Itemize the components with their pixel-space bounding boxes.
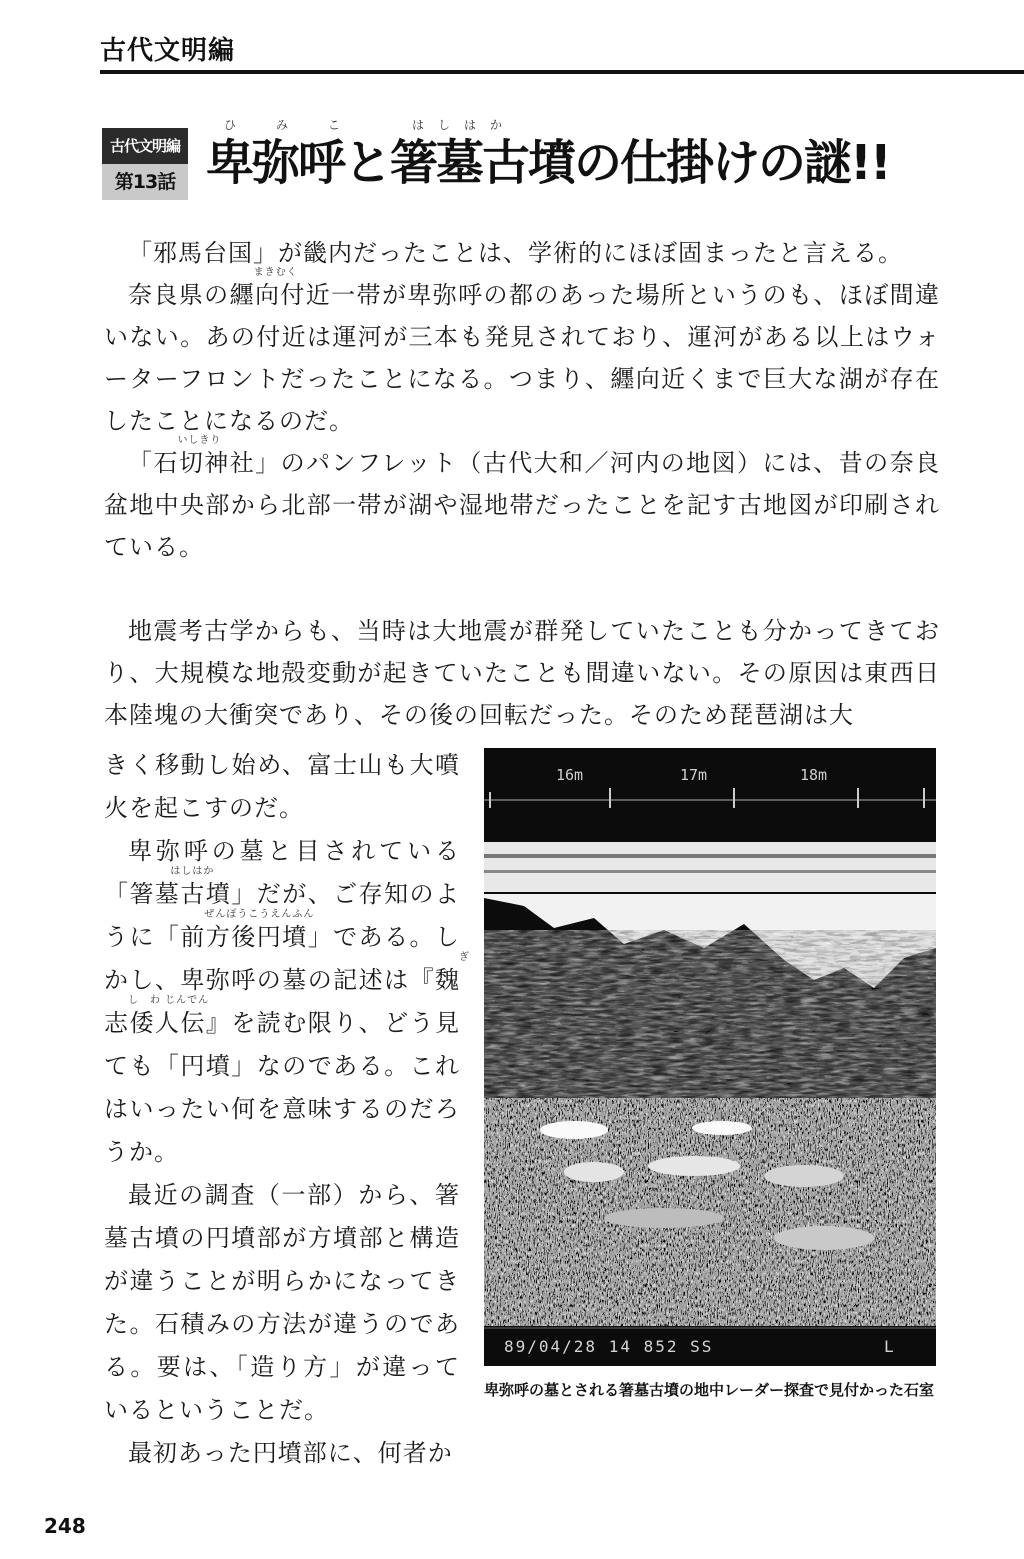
ruby-makimuku: まきむく 纒向 [229, 267, 298, 309]
ruby-ishikiri: いしきり 石切 [153, 435, 222, 477]
ruby-shiwajinden: し わ じんでん 志倭人伝 [104, 995, 210, 1037]
paragraph-1: 「邪馬台国」が畿内だったことは、学術的にほぼ固まったと言える。 [128, 239, 903, 267]
paragraph-5: 卑弥呼の墓と目されている「 はしはか 箸墓古墳」だが、ご存知のように「 ぜんぽうこうえんふん 前方後円墳」である。しかし、卑弥呼の墓の記述は『 ぎ 魏 し わ じんでん 志倭人伝』を読む限り、どう見ても「円墳」なのである。これはいったい何を意味するのだろうか。 [104, 837, 470, 1166]
paragraph-3: 「 いしきり 石切神社」のパンフレット（古代大和／河内の地図）には、昔の奈良盆地中央部から北部一帯が湖や湿地帯だったことを記す古地図が印刷されている。 [104, 435, 941, 561]
scale-label-18m: 18m [800, 766, 828, 784]
paragraph-4: 地震考古学からも、当時は大地震が群発していたことも分かってきており、大規模な地殻変動が起きていたことも間違いない。その原因は東西日本陸塊の大衝突であり、その後の回転だった。そのため琵琶湖は大 [104, 617, 940, 729]
scan-footer-text: 89/04/28 14 852 SS [504, 1337, 714, 1356]
chapter-title [206, 118, 954, 194]
paragraph-6: 最近の調査（一部）から、箸墓古墳の円墳部が方墳部と構造が違うことが明らかになってきた。石積みの方法が違うのである。要は、「造り方」が違っているということだ。 [104, 1181, 460, 1424]
title-ruby-himiko: ひ み こ [224, 118, 355, 132]
paragraph-4-cont: きく移動し始め、富士山も大噴火を起こすのだ。 [104, 751, 460, 822]
radar-scan-image [484, 748, 936, 1366]
ruby-gi: ぎ 魏 [435, 952, 470, 994]
scale-label-17m: 17m [680, 766, 708, 784]
radar-scan-photo [484, 748, 936, 1366]
title-ruby-hashihaka: はしはか [412, 118, 517, 132]
badge-series: 古代文明編 [102, 128, 188, 164]
header-rule [100, 70, 1024, 74]
scale-label-16m: 16m [556, 766, 584, 784]
body-text-2 [104, 610, 940, 736]
paragraph-7: 最初あった円墳部に、何者か [128, 1439, 453, 1467]
column-text [104, 744, 470, 1475]
figure-caption: 卑弥呼の墓とされる箸墓古墳の地中レーダー探査で見付かった石室 [484, 1381, 935, 1399]
scan-side-mark: L [884, 1337, 894, 1356]
badge-episode: 第13話 [102, 164, 188, 200]
paragraph-2: 奈良県の まきむく 纒向付近一帯が卑弥呼の都のあった場所というのも、ほぼ間違いない。あの付近は運河が三本も発見されており、運河がある以上はウォーターフロントだったことになる。つまり、纒向近くまで巨大な湖が存在したことになるのだ。 [104, 267, 941, 435]
page-number: 248 [44, 1514, 86, 1538]
title-text: 卑弥呼と箸墓古墳の仕掛けの謎!! [206, 135, 890, 191]
ruby-zenpokoenfun: ぜんぽうこうえんふん 前方後円墳 [180, 909, 315, 951]
body-text [104, 232, 940, 568]
chapter-badge [102, 128, 188, 200]
section-header: 古代文明編 [100, 36, 236, 66]
ruby-hashihaka: はしはか 箸墓古墳 [129, 866, 232, 908]
